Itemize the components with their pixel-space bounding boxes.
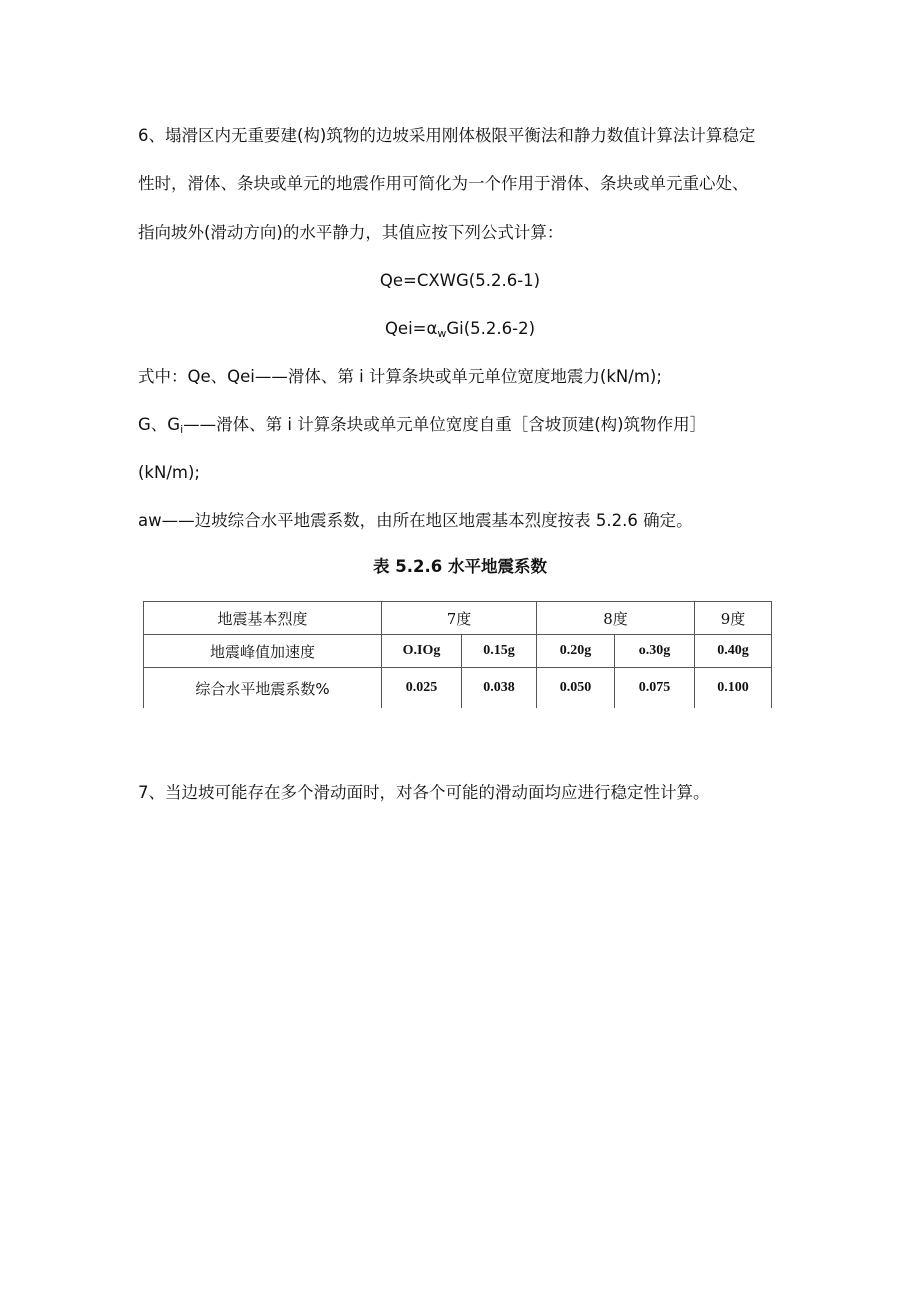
table-cell: 0.050	[537, 668, 615, 709]
table-caption: 表 5.2.6 水平地震系数	[373, 557, 547, 576]
formula-2-suffix: Gi(5.2.6-2)	[446, 319, 536, 338]
definition-g-prefix: G、G	[138, 415, 181, 434]
definition-g-suffix: ——滑体、第 i 计算条块或单元单位宽度自重［含坡顶建(构)筑物作用］	[183, 415, 707, 434]
formula-5-2-6-1: Qe=CXWG(5.2.6-1)	[379, 271, 541, 290]
paragraph-6-line-2: 性时，滑体、条块或单元的地震作用可简化为一个作用于滑体、条块或单元重心处、	[138, 174, 749, 193]
table-row	[144, 602, 772, 635]
seismic-coefficient-table	[143, 601, 772, 708]
formula-2-prefix: Qei=α	[384, 319, 438, 338]
table-cell: 0.100	[695, 668, 772, 709]
table-cell: 0.075	[615, 668, 695, 709]
table-cell: o.30g	[615, 635, 695, 668]
formula-2-subscript: w	[437, 327, 447, 340]
definition-aw: aw——边坡综合水平地震系数，由所在地区地震基本烈度按表 5.2.6 确定。	[138, 511, 693, 530]
definition-g-subscript: i	[180, 423, 184, 436]
table-row	[144, 635, 772, 668]
table-cell: 0.40g	[695, 635, 772, 668]
definition-g	[138, 414, 706, 441]
table-cell: 0.20g	[537, 635, 615, 668]
row-header-peak-acceleration: 地震峰值加速度	[144, 635, 382, 668]
row-header-intensity: 地震基本烈度	[144, 602, 382, 635]
paragraph-6-line-3: 指向坡外(滑动方向)的水平静力，其值应按下列公式计算：	[138, 223, 564, 242]
table-row	[144, 668, 772, 709]
header-9-degree: 9度	[695, 602, 772, 635]
definition-qe: 式中：Qe、Qei——滑体、第 i 计算条块或单元单位宽度地震力(kN/m);	[138, 367, 662, 386]
definition-g-continued: (kN/m);	[138, 463, 200, 482]
paragraph-6-line-1: 6、塌滑区内无重要建(构)筑物的边坡采用刚体极限平衡法和静力数值计算法计算稳定	[138, 126, 756, 145]
table-cell: 0.038	[462, 668, 537, 709]
header-8-degree: 8度	[537, 602, 695, 635]
table-cell: 0.025	[382, 668, 462, 709]
formula-5-2-6-2	[0, 318, 920, 345]
paragraph-7: 7、当边坡可能存在多个滑动面时，对各个可能的滑动面均应进行稳定性计算。	[138, 783, 710, 802]
row-header-coefficient: 综合水平地震系数%	[144, 668, 382, 709]
table-cell: O.IOg	[382, 635, 462, 668]
header-7-degree: 7度	[382, 602, 537, 635]
table-cell: 0.15g	[462, 635, 537, 668]
